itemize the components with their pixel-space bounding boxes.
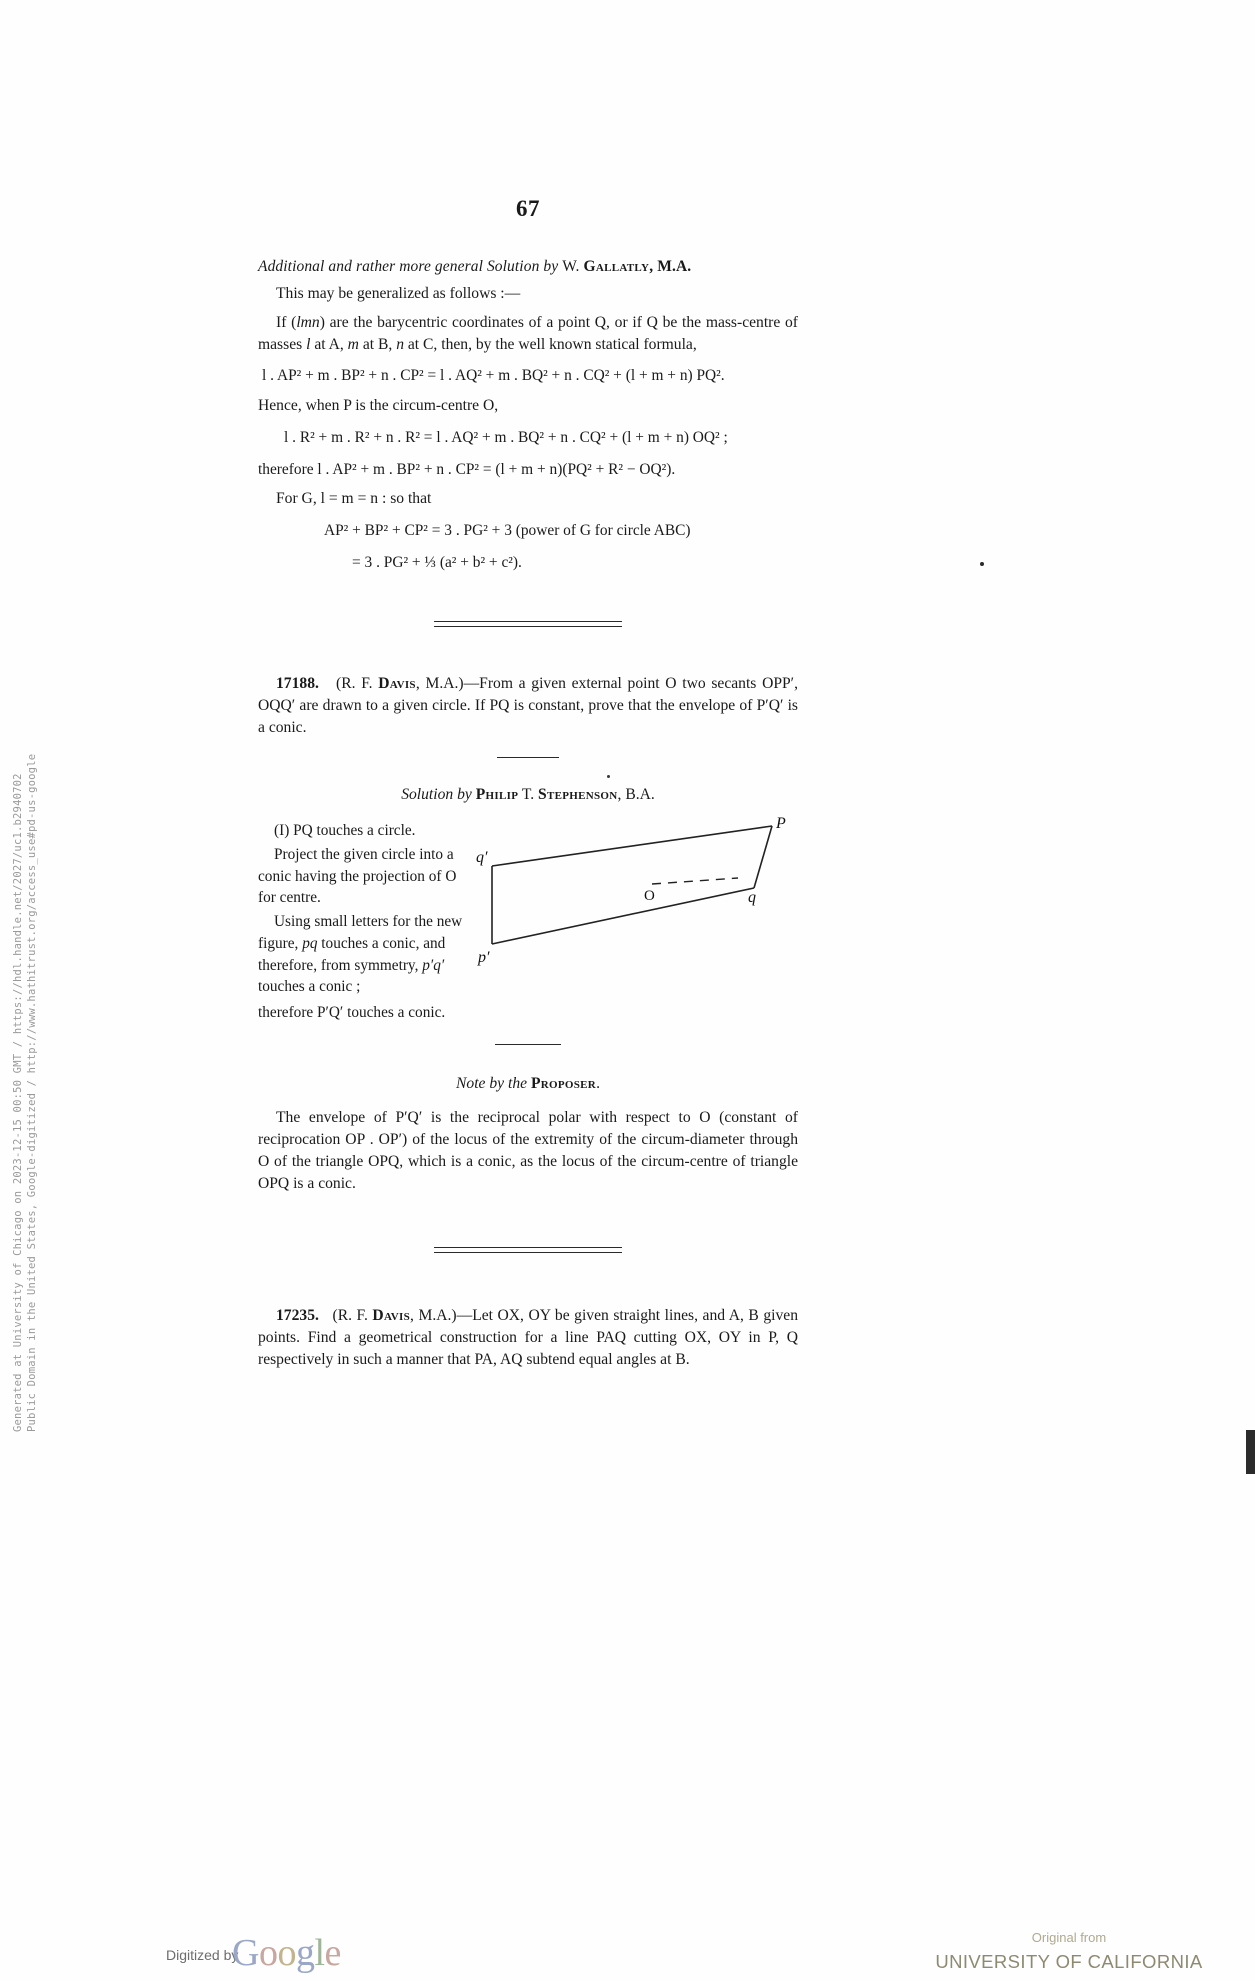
para2-d: at B,	[358, 335, 397, 353]
para2-n: n	[396, 335, 404, 353]
problem-17188-number: 17188.	[276, 674, 319, 692]
para2-a: If (	[276, 313, 297, 331]
solution-pq: pq	[302, 934, 318, 952]
problem-17188-proposer-rest: , M.A.)	[415, 674, 464, 692]
svg-text:p′: p′	[478, 949, 490, 967]
para2-e: at C, then, by the well known statical formula,	[403, 335, 697, 353]
solution-by-label: Solution by	[401, 786, 472, 804]
problem-17235-text: —Let OX, OY be given straight lines, and A, B given points. Find a geometrical construction for a line PAQ cutting OX, OY in P, Q respectively in such a manner that PA, AQ subtend equal angles at B.	[258, 1306, 798, 1368]
solution-figure-block	[258, 815, 798, 1030]
scan-rights-line: Public Domain in the United States, Google-digitized / http://www.hathitrust.org/access_use#pd-us-google	[26, 753, 38, 1432]
equation-3-prefix: therefore	[258, 460, 318, 478]
page-number: 67	[516, 196, 540, 221]
note-heading	[258, 1075, 798, 1093]
scan-margin-metadata	[0, 0, 60, 1981]
para2-b: ) are the barycentric coordinates of a point Q, or if Q be the mass-centre of masses	[258, 313, 798, 353]
solution-text-column	[258, 820, 476, 1023]
solution-line-3c: touches a conic ;	[258, 978, 361, 996]
problem-17235-proposer-open: (R. F.	[332, 1306, 373, 1324]
problem-17188-proposer-open: (R. F.	[336, 674, 379, 692]
scan-speck	[980, 562, 984, 566]
scan-generated-line: Generated at University of Chicago on 2023-12-15 00:50 GMT / https://hdl.handle.net/2027/uc1.b2940702	[12, 773, 24, 1432]
section-divider-1	[434, 621, 622, 627]
solution-line-3b: touches a conic, and therefore, from symmetry,	[258, 934, 446, 974]
section-heading-prefix: Additional and rather more general Solution by	[258, 258, 559, 275]
equation-2: l . R² + m . R² + n . R² = l . AQ² + m . BQ² + n . CQ² + (l + m + n) OQ² ;	[284, 428, 728, 446]
equation-3-line	[258, 459, 798, 481]
solution-line-3a: Using small letters for the new figure,	[258, 913, 463, 952]
page-body	[258, 0, 798, 1371]
section-heading-author-suffix: , M.A.	[649, 258, 692, 275]
page-edge-mark	[1246, 1430, 1255, 1474]
svg-text:q: q	[748, 889, 756, 907]
para2-lmn: lmn	[296, 313, 320, 331]
digitized-by-label: Digitized by	[166, 1947, 239, 1963]
paragraph-circumcentre: Hence, when P is the circum-centre O,	[258, 396, 499, 414]
problem-17188-proposer-name: Davis	[378, 674, 416, 692]
equation-4: AP² + BP² + CP² = 3 . PG² + 3 (power of G for circle ABC)	[324, 522, 691, 540]
solver-first-name: Philip	[475, 786, 519, 804]
solver-last-name: Stephenson	[538, 786, 618, 804]
svg-text:q′: q′	[476, 849, 488, 867]
problem-17188-statement	[258, 673, 798, 739]
equation-3: l . AP² + m . BP² + n . CP² = (l + m + n)(PQ² + R² − OQ²).	[317, 460, 676, 478]
problem-17235-proposer-rest: , M.A.)	[410, 1306, 457, 1324]
section-heading-author-name: Gallatly	[583, 258, 650, 275]
problem-17235-proposer-name: Davis	[372, 1306, 411, 1324]
problem-17188-rule	[497, 757, 559, 758]
section-heading-author-initial: W.	[562, 258, 584, 275]
problem-17188-text: —From a given external point O two secants OPP′, OQQ′ are drawn to a given circle. If PQ is constant, prove that the envelope of P′Q′ is a conic.	[258, 674, 798, 737]
paragraph-generalized: This may be generalized as follows :—	[276, 285, 521, 302]
google-logo: Google	[232, 1932, 341, 1974]
note-heading-period: .	[596, 1075, 600, 1093]
para2-l: l	[306, 335, 311, 353]
solution-line-4: therefore P′Q′ touches a conic.	[258, 1003, 446, 1021]
solution-line-2: Project the given circle into a conic having the projection of O for centre.	[258, 845, 457, 907]
solver-degree: , B.A.	[617, 786, 655, 804]
solution-line-1: (I) PQ touches a circle.	[274, 822, 416, 840]
original-from-label: Original from	[1031, 1930, 1107, 1945]
geometry-figure-svg	[476, 814, 806, 982]
solution-line-3	[258, 911, 476, 998]
svg-text:P: P	[776, 815, 786, 833]
problem-17235-number: 17235.	[276, 1306, 319, 1324]
geometry-figure	[476, 814, 806, 982]
section-divider-2	[434, 1247, 622, 1253]
note-heading-italic: Note by the	[456, 1075, 528, 1093]
solver-middle: T.	[518, 786, 538, 804]
note-heading-proposer: Proposer	[530, 1075, 597, 1093]
equation-1: l . AP² + m . BP² + n . CP² = l . AQ² + m . BQ² + n . CQ² + (l + m + n) PQ².	[262, 367, 725, 385]
solution-byline-17188	[258, 786, 798, 804]
holding-institution: UNIVERSITY OF CALIFORNIA	[935, 1951, 1203, 1972]
solution-pq-prime: p′q′	[422, 956, 445, 974]
para2-c: at A,	[310, 335, 348, 353]
problem-17235-statement	[258, 1305, 798, 1371]
note-rule	[495, 1044, 561, 1045]
paragraph-barycentric	[258, 312, 798, 356]
section-heading	[258, 258, 798, 276]
note-body: The envelope of P′Q′ is the reciprocal polar with respect to O (constant of reciprocation OP . OP′) of the locus of the extremity of the circum-diameter through O of the triangle OPQ, which is a conic, as the locus of the circum-centre of triangle OPQ is a conic.	[258, 1109, 798, 1192]
equation-5: = 3 . PG² + ⅓ (a² + b² + c²).	[352, 554, 522, 572]
paragraph-for-G: For G, l = m = n : so that	[276, 490, 432, 508]
para2-m: m	[347, 335, 359, 353]
svg-text:O: O	[644, 888, 655, 905]
scan-footer	[0, 1891, 1255, 1981]
